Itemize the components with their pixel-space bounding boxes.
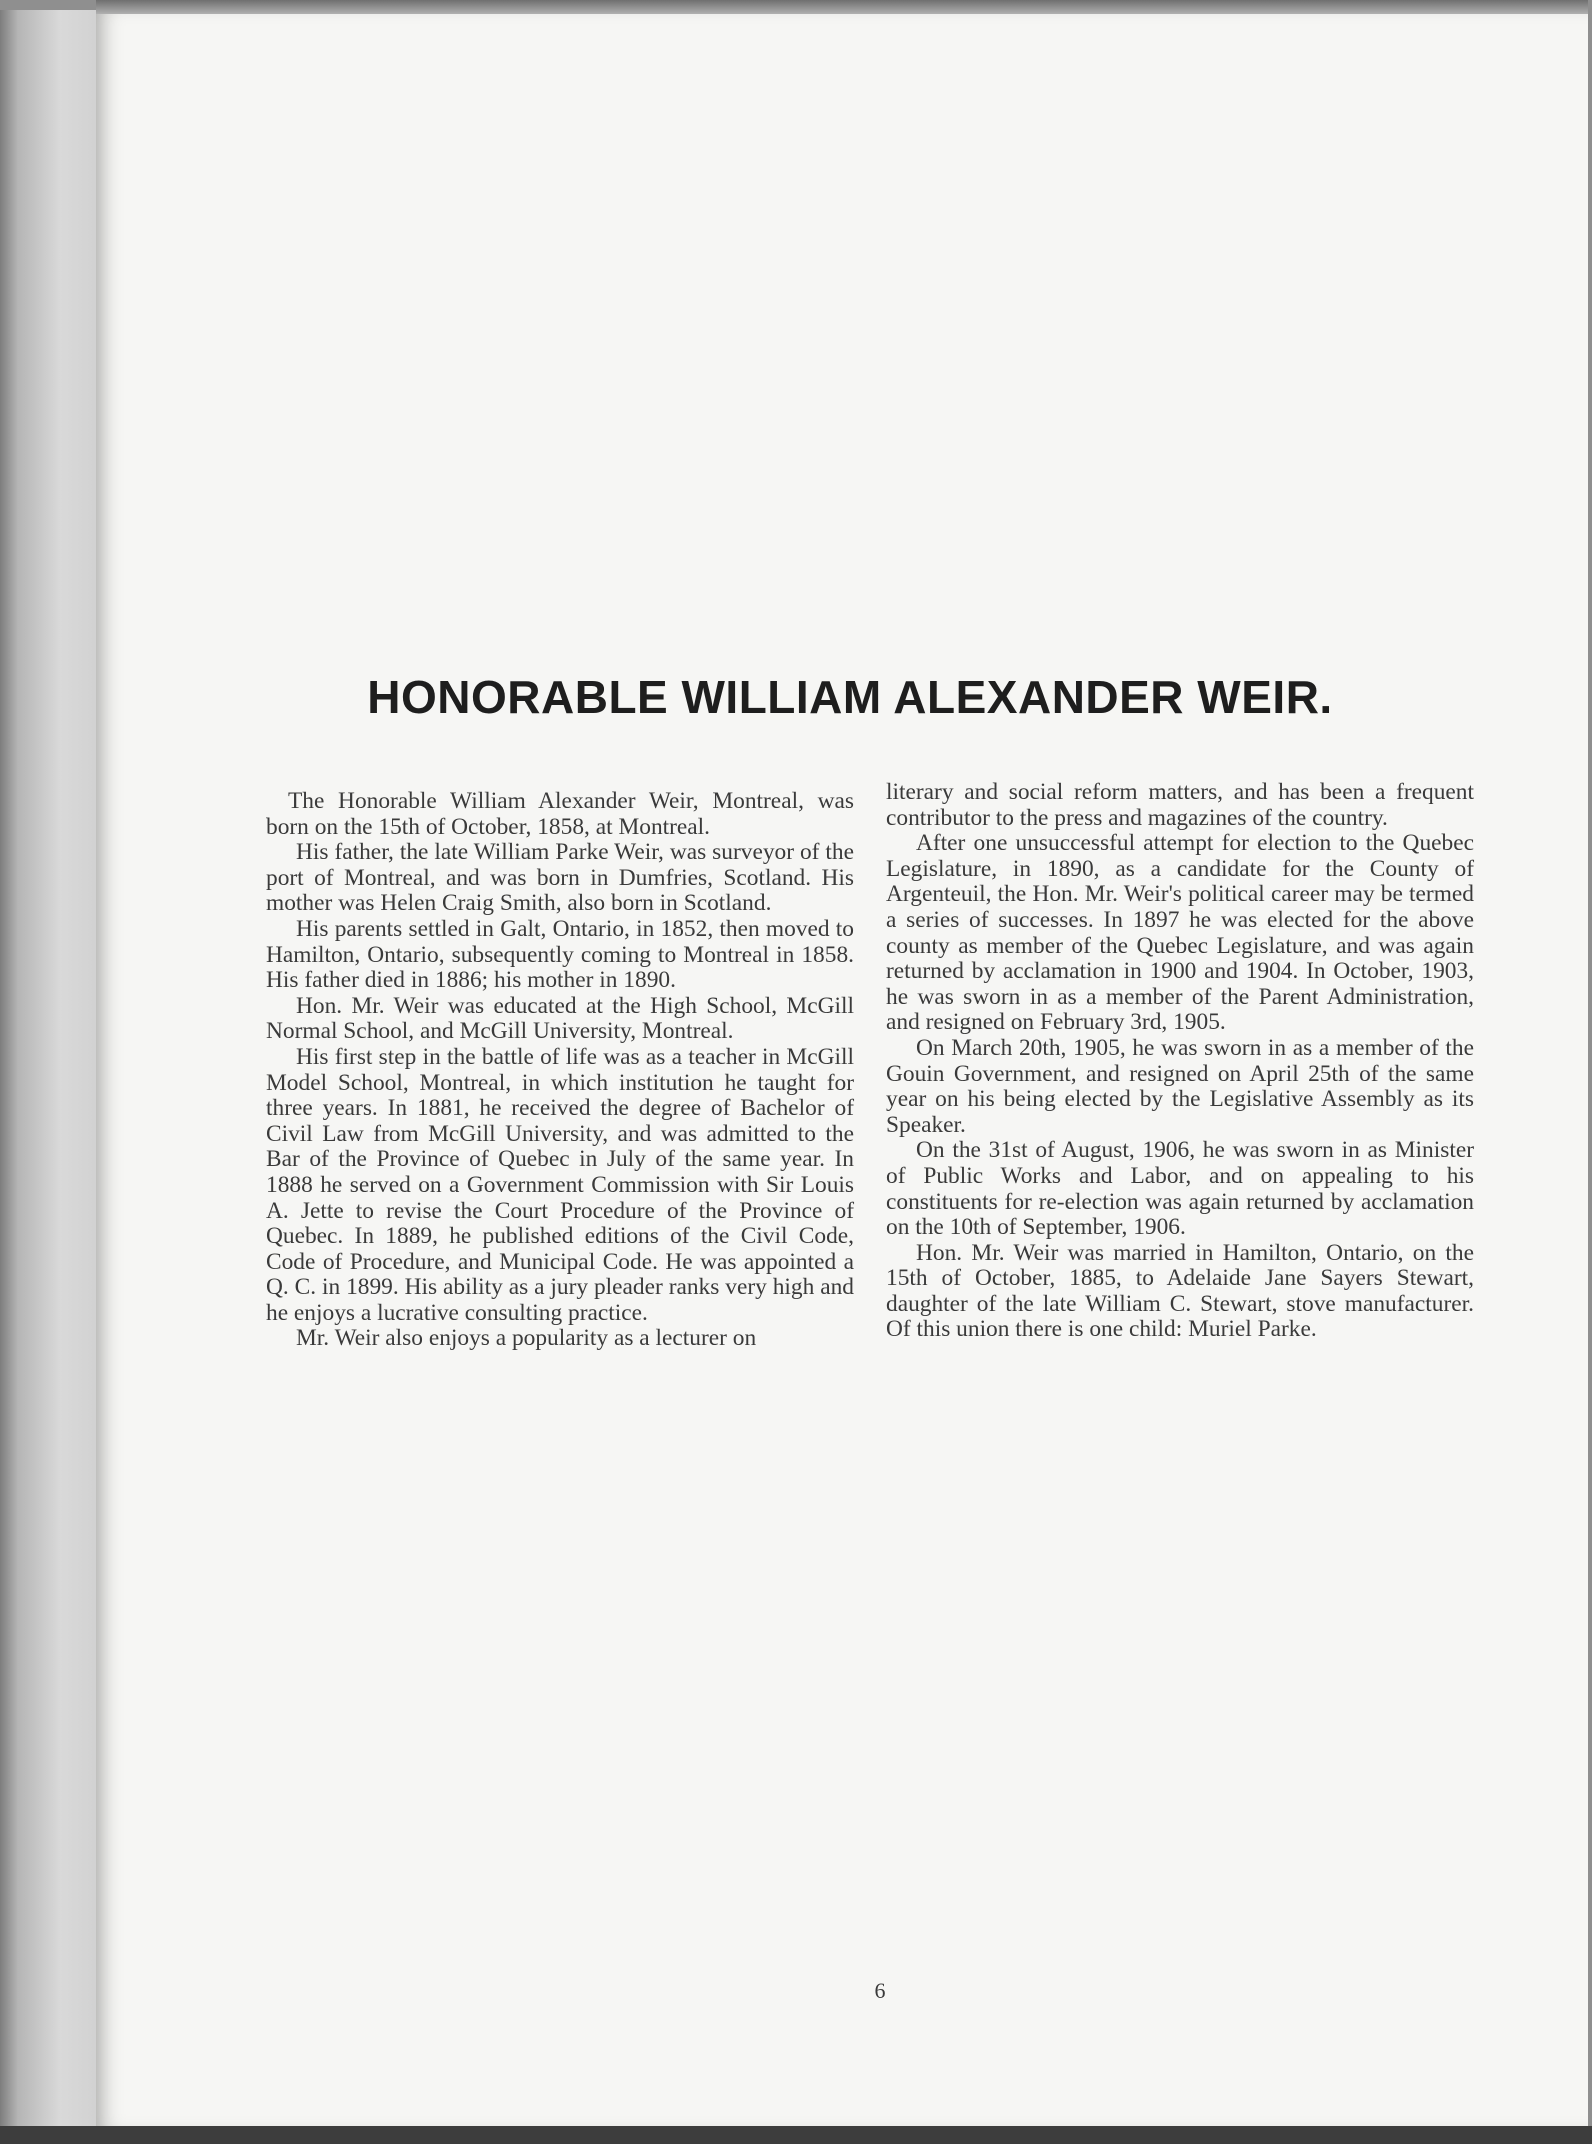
right-column	[886, 780, 1474, 1343]
underlying-page-edge	[0, 10, 110, 2144]
paragraph: His parents settled in Galt, Ontario, in 1852, then moved to Hamilton, Ontario, subsequently coming to Montreal in 1858. His father died in 1886; his mother in 1890.	[266, 915, 854, 994]
paragraph: On March 20th, 1905, he was sworn in as a member of the Gouin Government, and resigned on April 25th of the same year on his being elected by the Legislative Assembly as its Speaker.	[886, 1034, 1474, 1138]
page-bottom-edge	[0, 2126, 1592, 2144]
paragraph: His first step in the battle of life was as a teacher in McGill Model School, Montreal, in which institution he taught for three years. In 1881, he received the degree of Bachelor of Civil Law from McGill University, and was admitted to the Bar of the Province of Quebec in July of the same year. In 1888 he served on a Government Commission with Sir Louis A. Jette to revise the Court Procedure of the Province of Quebec. In 1889, he published editions of the Civil Code, Code of Procedure, and Municipal Code. He was appointed a Q. C. in 1899. His ability as a jury pleader ranks very high and he enjoys a lucrative consulting practice.	[266, 1043, 854, 1326]
paragraph: On the 31st of August, 1906, he was sworn in as Minister of Public Works and Labor, and on appealing to his constituents for re-election was again returned by acclamation on the 10th of September, 1906.	[886, 1137, 1474, 1241]
page-number: 6	[874, 1978, 886, 2003]
paragraph: Hon. Mr. Weir was married in Hamilton, Ontario, on the 15th of October, 1885, to Adelaide Jane Sayers Stewart, daughter of the late William C. Stewart, stove manufacturer. Of this union there is one child: Muriel Parke.	[886, 1239, 1474, 1343]
paragraph: After one unsuccessful attempt for election to the Quebec Legislature, in 1890, as a candidate for the County of Argenteuil, the Hon. Mr. Weir's political career may be termed a series of successes. In 1897 he was elected for the above county as member of the Quebec Legislature, and was again returned by acclamation in 1900 and 1904. In October, 1903, he was sworn in as a member of the Parent Administration, and resigned on February 3rd, 1905.	[886, 830, 1474, 1036]
left-column	[266, 789, 854, 1352]
paragraph: His father, the late William Parke Weir, was surveyor of the port of Montreal, and was born in Dumfries, Scotland. His mother was Helen Craig Smith, also born in Scotland.	[266, 839, 854, 917]
paragraph-continuation: literary and social reform matters, and has been a frequent contributor to the press and magazines of the country.	[886, 779, 1474, 831]
paragraph: Hon. Mr. Weir was educated at the High School, McGill Normal School, and McGill University, Montreal.	[266, 992, 854, 1045]
paragraph: The Honorable William Alexander Weir, Montreal, was born on the 15th of October, 1858, at Montreal.	[266, 788, 854, 840]
page-title: HONORABLE WILLIAM ALEXANDER WEIR.	[367, 671, 1333, 723]
paragraph: Mr. Weir also enjoys a popularity as a lecturer on	[296, 1325, 757, 1352]
